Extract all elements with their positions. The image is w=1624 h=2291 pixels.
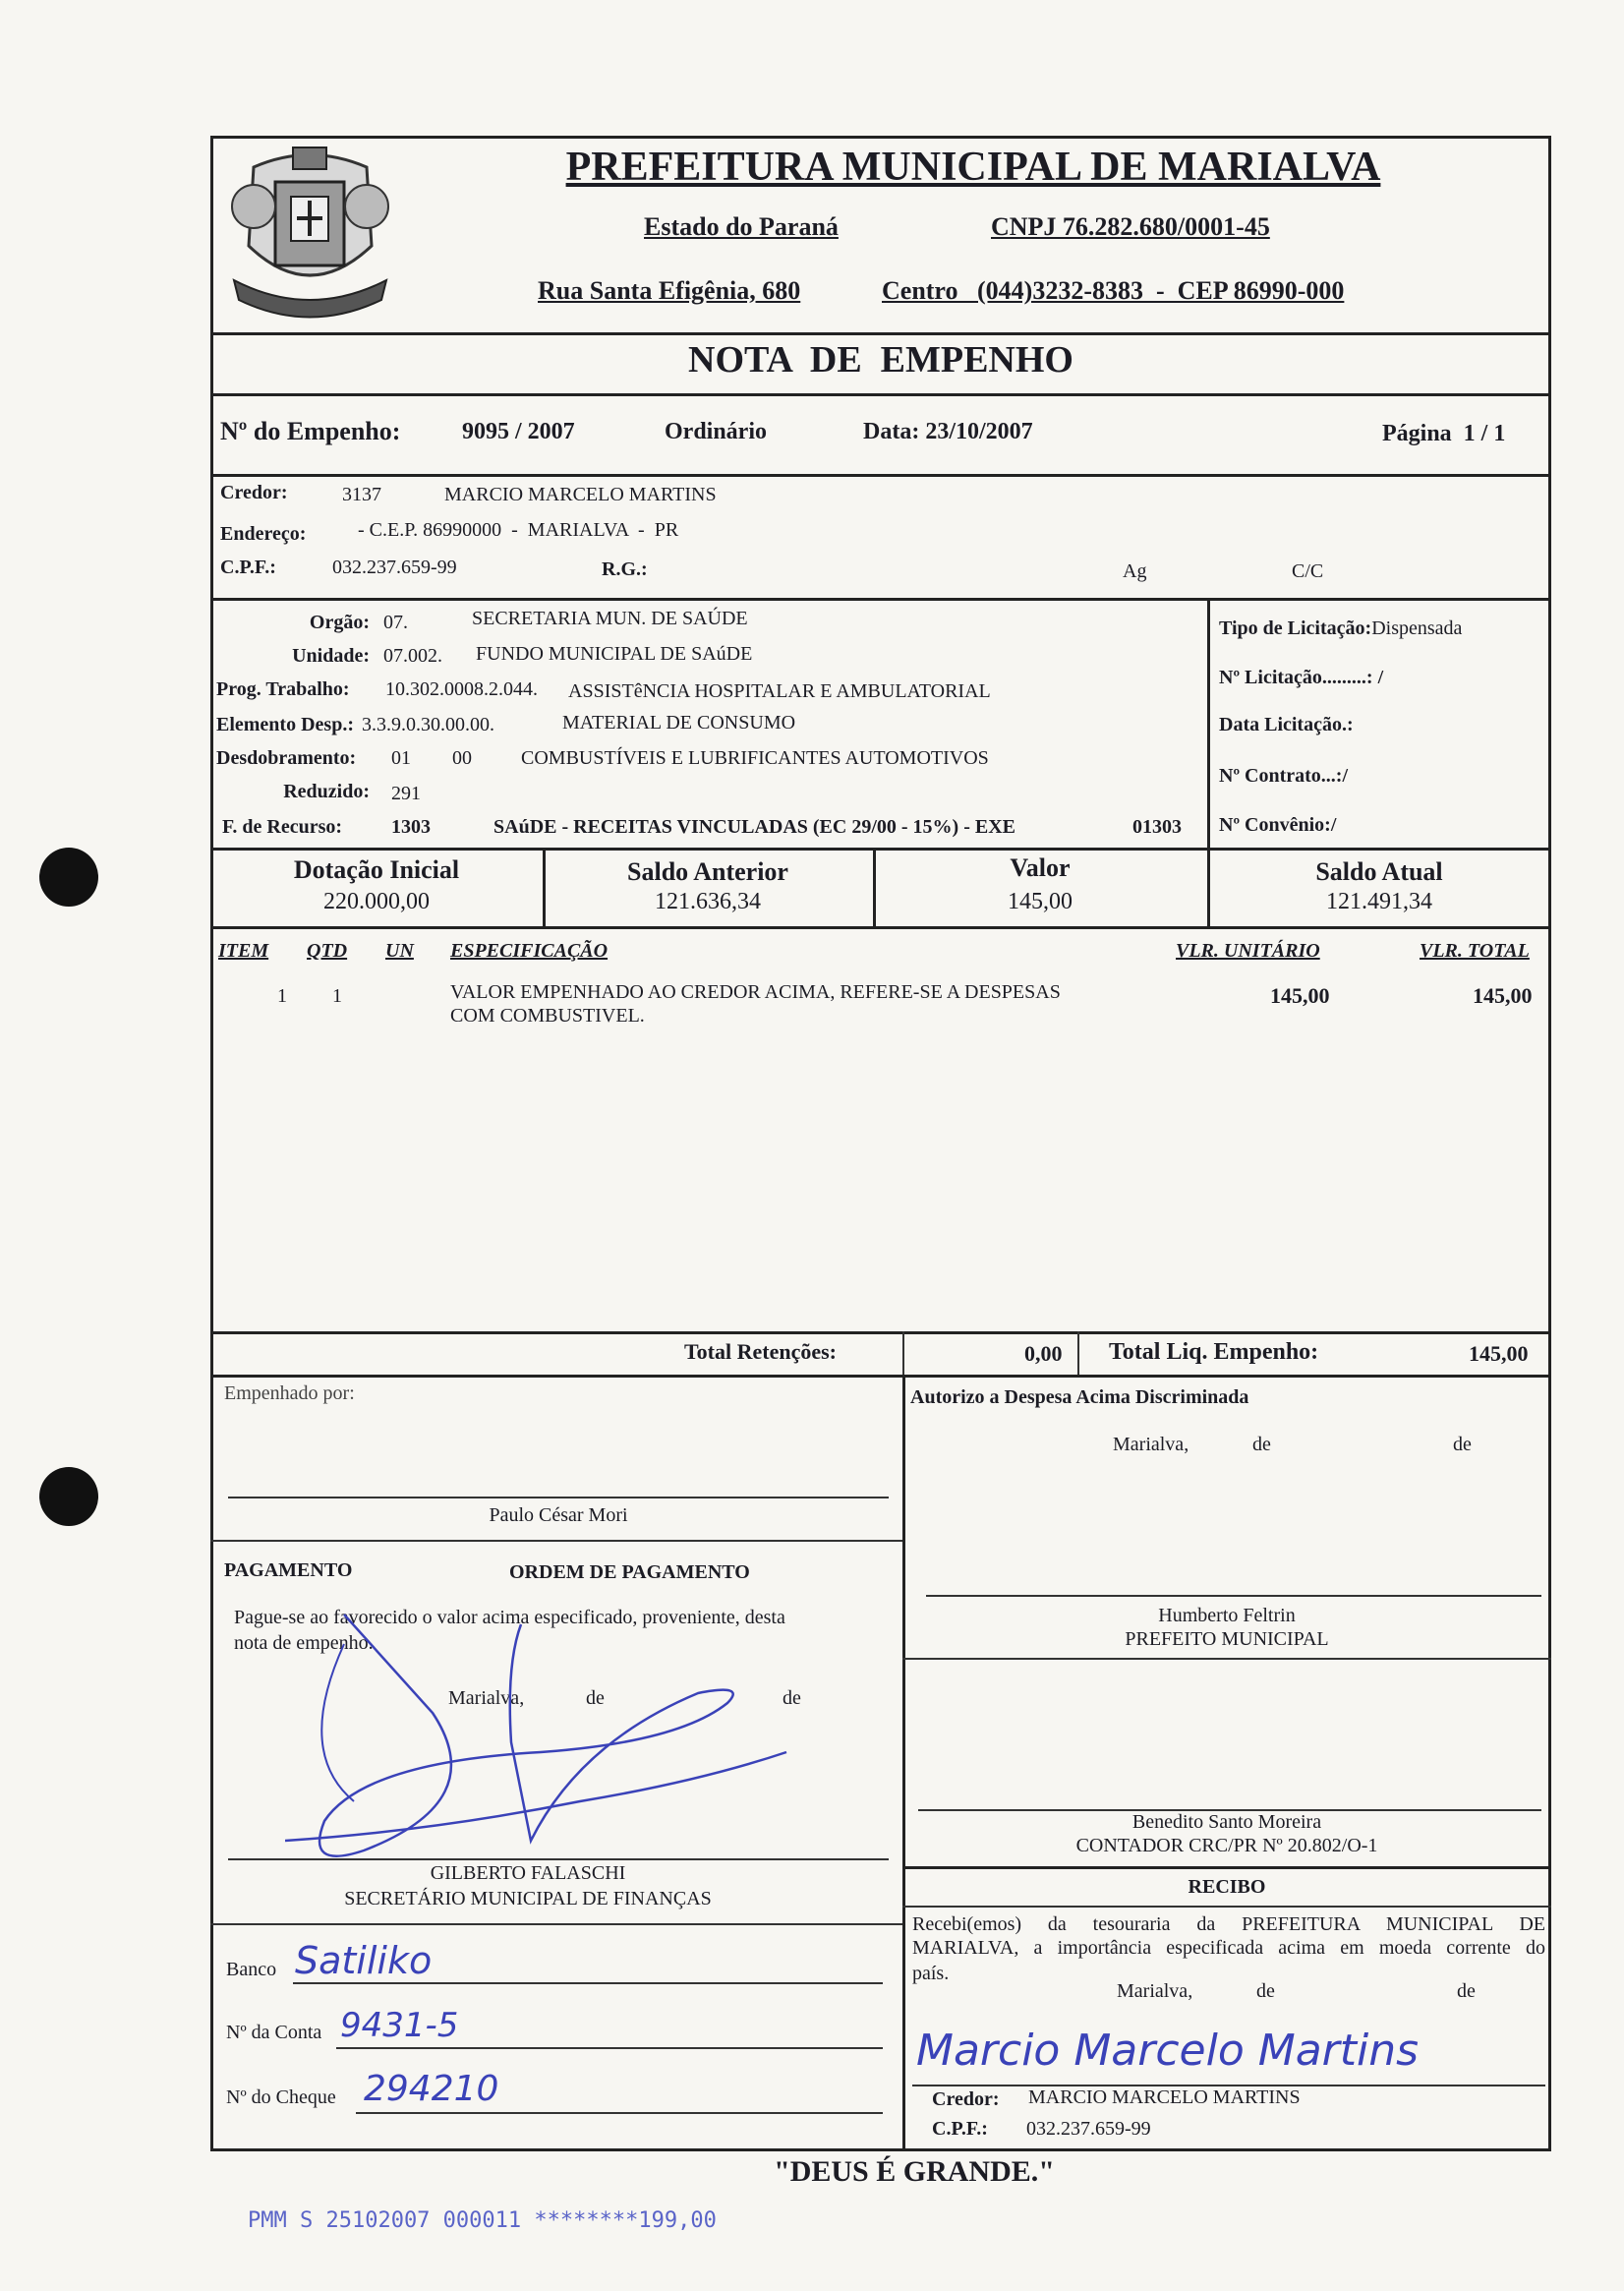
binder-hole: [39, 848, 98, 907]
item-unit-value: 145,00: [1270, 983, 1330, 1008]
credor-signature: Marcio Marcelo Martins: [916, 2026, 1420, 2076]
header-cnpj: CNPJ 76.282.680/0001-45: [991, 212, 1270, 241]
credor-code: 3137: [342, 484, 381, 505]
machine-stamp: PMM S 25102007 000011 ********199,00: [248, 2208, 717, 2233]
pagamento-de1: de: [586, 1687, 605, 1709]
cheque-value: 294210: [364, 2069, 499, 2109]
licitacao-numero: Nº Licitação.........: /: [1219, 667, 1384, 688]
secretario-name: GILBERTO FALASCHI: [430, 1862, 626, 1884]
total-retencoes-value: 0,00: [1024, 1341, 1063, 1366]
prefeito-name: Humberto Feltrin: [1158, 1605, 1296, 1626]
desdobramento-label: Desdobramento:: [216, 747, 357, 769]
pagamento-label: PAGAMENTO: [224, 1559, 353, 1581]
unidade-code: 07.002.: [383, 645, 442, 667]
prefeito-role: PREFEITO MUNICIPAL: [1125, 1628, 1329, 1650]
licitacao-tipo-value: Dispensada: [1371, 617, 1463, 639]
reduzido-value: 291: [391, 783, 421, 804]
col-header-un: UN: [385, 940, 414, 962]
binder-hole: [39, 1467, 98, 1526]
total-liq-value: 145,00: [1469, 1341, 1529, 1366]
unidade-value: FUNDO MUNICIPAL DE SAúDE: [476, 643, 753, 665]
recibo-text-line2: MARIALVA, a importância especificada acima em moeda corrente do: [912, 1937, 1545, 1959]
recibo-text-line1: Recebi(emos) da tesouraria da PREFEITURA MUNICIPAL DE: [912, 1913, 1545, 1935]
ordem-pagamento-label: ORDEM DE PAGAMENTO: [509, 1561, 750, 1583]
prog-value: ASSISTêNCIA HOSPITALAR E AMBULATORIAL: [568, 680, 991, 702]
header-state: Estado do Paraná: [644, 212, 839, 241]
orgao-code: 07.: [383, 612, 408, 633]
contrato-numero: Nº Contrato...:/: [1219, 765, 1349, 787]
total-liq-label: Total Liq. Empenho:: [1109, 1339, 1319, 1365]
recibo-de2: de: [1457, 1980, 1476, 2002]
empenho-type: Ordinário: [665, 419, 768, 444]
saldo-anterior-value: 121.636,34: [655, 889, 761, 914]
cc-label: C/C: [1292, 560, 1324, 582]
autorizo-label: Autorizo a Despesa Acima Discriminada: [910, 1386, 1249, 1408]
prog-code: 10.302.0008.2.044.: [385, 678, 538, 700]
recurso-value: SAúDE - RECEITAS VINCULADAS (EC 29/00 - 15%) - EXE: [493, 816, 1015, 838]
endereco-label: Endereço:: [220, 523, 307, 545]
recurso-label: F. de Recurso:: [222, 816, 343, 838]
document-title: NOTA DE EMPENHO: [688, 339, 1073, 381]
municipal-coat-of-arms-icon: [214, 138, 406, 324]
empenhado-por-label: Empenhado por:: [224, 1382, 355, 1404]
col-header-vlr-total: VLR. TOTAL: [1420, 940, 1530, 962]
recibo-text-line3: país.: [912, 1963, 950, 1984]
recibo-label: RECIBO: [1188, 1876, 1266, 1898]
recibo-credor-name: MARCIO MARCELO MARTINS: [1028, 2086, 1301, 2108]
contador-role: CONTADOR CRC/PR Nº 20.802/O-1: [1075, 1835, 1378, 1856]
header-district-phone-cep: Centro (044)3232-8383 - CEP 86990-000: [882, 276, 1345, 305]
dotacao-inicial-value: 220.000,00: [323, 889, 430, 914]
saldo-atual-label: Saldo Atual: [1315, 857, 1443, 886]
contador-name: Benedito Santo Moreira: [1131, 1811, 1322, 1833]
header-address: Rua Santa Efigênia, 680: [538, 276, 801, 305]
recibo-credor-label: Credor:: [932, 2088, 1000, 2110]
banco-label: Banco: [226, 1959, 277, 1980]
elemento-label: Elemento Desp.:: [216, 714, 354, 735]
recibo-de1: de: [1256, 1980, 1275, 2002]
recibo-cpf-value: 032.237.659-99: [1026, 2118, 1151, 2140]
recurso-code2: 01303: [1132, 816, 1182, 838]
item-spec-line1: VALOR EMPENHADO AO CREDOR ACIMA, REFERE-SE A DESPESAS: [450, 981, 1061, 1003]
item-spec-line2: COM COMBUSTIVEL.: [450, 1005, 645, 1027]
item-total-value: 145,00: [1473, 983, 1533, 1008]
empenho-number-label: Nº do Empenho:: [220, 417, 401, 445]
dotacao-inicial-label: Dotação Inicial: [293, 855, 460, 884]
cheque-label: Nº do Cheque: [226, 2086, 336, 2108]
conta-value: 9431-5: [340, 2006, 459, 2045]
autorizo-de2: de: [1453, 1434, 1472, 1455]
ag-label: Ag: [1123, 560, 1147, 582]
footer-motto: "DEUS É GRANDE.": [774, 2155, 1055, 2188]
col-header-item: ITEM: [218, 940, 269, 962]
saldo-atual-value: 121.491,34: [1326, 889, 1432, 914]
item-number: 1: [277, 985, 287, 1007]
reduzido-label: Reduzido:: [283, 781, 370, 802]
credor-name: MARCIO MARCELO MARTINS: [444, 484, 717, 505]
recibo-cpf-label: C.P.F.:: [932, 2118, 988, 2140]
valor-value: 145,00: [1008, 889, 1073, 914]
recurso-code: 1303: [391, 816, 431, 838]
valor-label: Valor: [1010, 853, 1071, 882]
saldo-anterior-label: Saldo Anterior: [627, 857, 788, 886]
pagamento-text-line1: Pague-se ao favorecido o valor acima especificado, proveniente, desta: [234, 1607, 785, 1628]
credor-label: Credor:: [220, 482, 288, 503]
banco-value: Satiliko: [295, 1939, 433, 1982]
cpf-value: 032.237.659-99: [332, 557, 457, 578]
endereco-value: - C.E.P. 86990000 - MARIALVA - PR: [358, 519, 679, 541]
autorizo-place: Marialva,: [1113, 1434, 1189, 1455]
convenio-numero: Nº Convênio:/: [1219, 814, 1337, 836]
desdobramento-value: COMBUSTÍVEIS E LUBRIFICANTES AUTOMOTIVOS: [521, 747, 989, 769]
col-header-vlr-unitario: VLR. UNITÁRIO: [1176, 940, 1320, 962]
orgao-value: SECRETARIA MUN. DE SAÚDE: [472, 608, 748, 629]
desdobramento-code2: 00: [452, 747, 472, 769]
autorizo-de1: de: [1252, 1434, 1271, 1455]
col-header-especificacao: ESPECIFICAÇÃO: [450, 940, 609, 962]
item-qtd: 1: [332, 985, 342, 1007]
pagamento-text-line2: nota de empenho.: [234, 1632, 374, 1654]
cpf-label: C.P.F.:: [220, 557, 276, 578]
licitacao-data: Data Licitação.:: [1219, 714, 1354, 735]
unidade-label: Unidade:: [292, 645, 370, 667]
licitacao-tipo: [1219, 617, 1462, 640]
empenhado-por-name: Paulo César Mori: [489, 1504, 628, 1526]
secretario-role: SECRETÁRIO MUNICIPAL DE FINANÇAS: [344, 1888, 712, 1909]
empenho-date: Data: 23/10/2007: [863, 419, 1033, 444]
licitacao-tipo-label: Tipo de Licitação:: [1219, 617, 1372, 639]
empenho-page: Página 1 / 1: [1382, 421, 1506, 446]
recibo-place: Marialva,: [1117, 1980, 1193, 2002]
header-title: PREFEITURA MUNICIPAL DE MARIALVA: [565, 145, 1381, 190]
desdobramento-code1: 01: [391, 747, 411, 769]
elemento-code: 3.3.9.0.30.00.00.: [362, 714, 494, 735]
orgao-label: Orgão:: [309, 612, 370, 633]
empenho-number: 9095 / 2007: [462, 419, 575, 444]
col-header-qtd: QTD: [307, 940, 348, 962]
total-retencoes-label: Total Retenções:: [684, 1339, 837, 1364]
secretario-signature-icon: [285, 1605, 816, 1900]
elemento-value: MATERIAL DE CONSUMO: [562, 712, 796, 734]
rg-label: R.G.:: [602, 558, 648, 580]
pagamento-de2: de: [783, 1687, 801, 1709]
prog-label: Prog. Trabalho:: [216, 678, 350, 700]
conta-label: Nº da Conta: [226, 2022, 322, 2043]
pagamento-place: Marialva,: [448, 1687, 525, 1709]
